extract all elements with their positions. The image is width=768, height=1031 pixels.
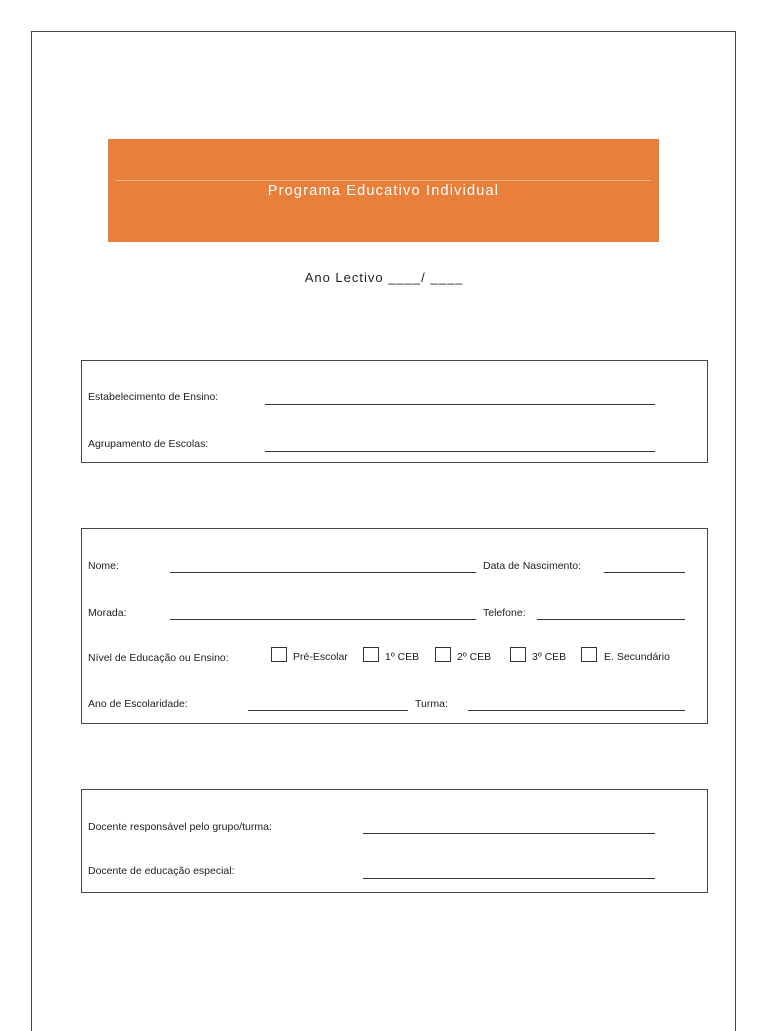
birth-date-label: Data de Nascimento: (483, 560, 582, 572)
special-teacher-input-line[interactable] (363, 878, 655, 879)
name-label: Nome: (88, 560, 119, 572)
first-cycle-option-label: 1º CEB (385, 651, 420, 663)
secondary-option-label: E. Secundário (604, 651, 670, 663)
class-label: Turma: (415, 698, 448, 710)
second-cycle-option-label: 2º CEB (457, 651, 492, 663)
school-grade-label: Ano de Escolaridade: (88, 698, 188, 710)
establishment-input-line[interactable] (265, 404, 655, 405)
class-input-line[interactable] (468, 710, 685, 711)
school-grade-input-line[interactable] (248, 710, 408, 711)
first-cycle-checkbox[interactable] (363, 647, 379, 662)
pre-school-checkbox[interactable] (271, 647, 287, 662)
school-year-field[interactable]: Ano Lectivo ____/ ____ (304, 270, 464, 285)
pre-school-option-label: Pré-Escolar (293, 651, 348, 663)
third-cycle-checkbox[interactable] (510, 647, 526, 662)
phone-label: Telefone: (483, 607, 526, 619)
title-banner (108, 139, 659, 242)
special-teacher-label: Docente de educação especial: (88, 865, 235, 877)
phone-input-line[interactable] (537, 619, 685, 620)
education-level-label: Nível de Educação ou Ensino: (88, 652, 229, 664)
document-title: Programa Educativo Individual (267, 183, 500, 199)
establishment-label: Estabelecimento de Ensino: (88, 391, 219, 403)
group-teacher-input-line[interactable] (363, 833, 655, 834)
banner-divider (116, 180, 651, 181)
third-cycle-option-label: 3º CEB (532, 651, 567, 663)
address-input-line[interactable] (170, 619, 476, 620)
school-group-input-line[interactable] (265, 451, 655, 452)
birth-date-input-line[interactable] (604, 572, 685, 573)
name-input-line[interactable] (170, 572, 476, 573)
student-info-box (81, 528, 708, 724)
school-group-label: Agrupamento de Escolas: (88, 438, 209, 450)
group-teacher-label: Docente responsável pelo grupo/turma: (88, 821, 272, 833)
second-cycle-checkbox[interactable] (435, 647, 451, 662)
address-label: Morada: (88, 607, 127, 619)
secondary-checkbox[interactable] (581, 647, 597, 662)
